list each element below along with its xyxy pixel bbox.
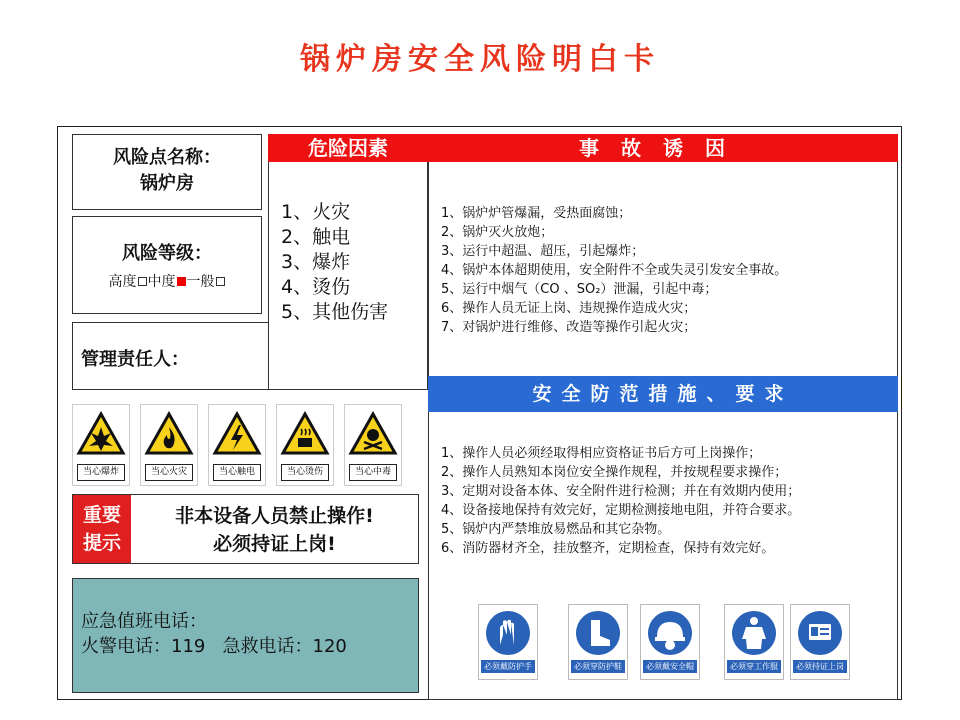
sign-caption: 当心中毒 bbox=[349, 464, 397, 481]
poison-warning-icon bbox=[348, 411, 398, 457]
ambulance-phone: 急救电话：120 bbox=[222, 636, 347, 657]
mandatory-caption: 必须戴安全帽 bbox=[643, 660, 697, 673]
sign-fire bbox=[140, 404, 198, 486]
mandatory-certificate bbox=[790, 604, 850, 680]
emergency-numbers bbox=[81, 634, 418, 659]
mandatory-caption: 必须持证上岗 bbox=[793, 660, 847, 673]
hazard-list bbox=[269, 162, 427, 325]
measure-item: 1、操作人员必须经取得相应资格证书后方可上岗操作； bbox=[441, 446, 762, 461]
risk-level-normal: 一般 bbox=[186, 274, 215, 290]
measure-item: 3、定期对设备本体、安全附件进行检测；并在有效期内使用； bbox=[441, 484, 801, 499]
hazard-item: 3、爆炸 bbox=[281, 251, 351, 273]
risk-point-label: 风险点名称： bbox=[113, 147, 221, 168]
warning-signs-row bbox=[72, 404, 402, 488]
mandatory-gloves bbox=[478, 604, 538, 684]
hazard-item: 5、其他伤害 bbox=[281, 301, 389, 323]
sign-caption: 当心触电 bbox=[213, 464, 261, 481]
certificate-mandatory-icon bbox=[796, 609, 844, 657]
mandatory-caption: 必须穿防护鞋 bbox=[571, 660, 625, 673]
emergency-label: 应急值班电话： bbox=[81, 611, 207, 632]
risk-level-options bbox=[73, 271, 261, 291]
measure-item: 5、锅炉内严禁堆放易燃品和其它杂物。 bbox=[441, 522, 671, 537]
hazard-list-box bbox=[268, 162, 428, 390]
cause-list bbox=[429, 162, 897, 337]
notice-tag-line1: 重要 bbox=[82, 504, 121, 526]
workwear-mandatory-icon bbox=[730, 609, 778, 657]
boots-mandatory-icon bbox=[574, 609, 622, 657]
measure-item: 4、设备接地保持有效完好，定期检测接地电阻，并符合要求。 bbox=[441, 503, 801, 518]
risk-level-mid: 中度 bbox=[147, 274, 176, 290]
fire-warning-icon bbox=[144, 411, 194, 457]
cause-list-box bbox=[428, 162, 898, 376]
cause-item: 2、锅炉灭火放炮； bbox=[441, 225, 554, 240]
measures-header: 安全防范措施、要求 bbox=[428, 376, 898, 412]
mandatory-workwear bbox=[724, 604, 784, 680]
mandatory-signs-row bbox=[478, 604, 858, 682]
checkbox-normal bbox=[216, 277, 225, 286]
emergency-phone-box bbox=[72, 578, 419, 693]
electric-shock-warning-icon bbox=[212, 411, 262, 457]
mandatory-caption: 必须戴防护手套 bbox=[481, 660, 535, 673]
mandatory-boots bbox=[568, 604, 628, 680]
notice-line1: 非本设备人员禁止操作! bbox=[175, 505, 374, 527]
cause-item: 5、运行中烟气（CO 、SO₂）泄漏，引起中毒； bbox=[441, 282, 718, 297]
explosion-warning-icon bbox=[76, 411, 126, 457]
checkbox-mid-selected bbox=[177, 277, 186, 286]
cause-item: 1、锅炉炉管爆漏，受热面腐蚀； bbox=[441, 206, 632, 221]
scald-warning-icon bbox=[280, 411, 330, 457]
risk-level-label: 风险等级： bbox=[122, 243, 212, 264]
measures-list bbox=[429, 412, 897, 558]
sign-electric bbox=[208, 404, 266, 486]
manager-box bbox=[72, 322, 270, 390]
important-notice bbox=[72, 494, 419, 564]
risk-level-high: 高度 bbox=[108, 274, 137, 290]
sign-caption: 当心烫伤 bbox=[281, 464, 329, 481]
risk-level-box bbox=[72, 216, 262, 314]
sign-poison bbox=[344, 404, 402, 486]
sign-caption: 当心火灾 bbox=[145, 464, 193, 481]
gloves-mandatory-icon bbox=[484, 609, 532, 657]
hazard-item: 4、烫伤 bbox=[281, 276, 351, 298]
helmet-mandatory-icon bbox=[646, 609, 694, 657]
notice-message bbox=[131, 495, 418, 563]
cause-item: 4、锅炉本体超期使用，安全附件不全或失灵引发安全事故。 bbox=[441, 263, 788, 278]
measure-item: 6、消防器材齐全，挂放整齐，定期检查，保持有效完好。 bbox=[441, 541, 775, 556]
measure-item: 2、操作人员熟知本岗位安全操作规程，并按规程要求操作； bbox=[441, 465, 788, 480]
sign-scald bbox=[276, 404, 334, 486]
notice-tag-line2: 提示 bbox=[82, 532, 121, 554]
hazard-item: 2、触电 bbox=[281, 226, 351, 248]
hazard-item: 1、火灾 bbox=[281, 201, 351, 223]
mandatory-caption: 必须穿工作服 bbox=[727, 660, 781, 673]
manager-label: 管理责任人： bbox=[81, 349, 189, 370]
mandatory-helmet bbox=[640, 604, 700, 680]
notice-tag bbox=[73, 495, 131, 563]
page-title: 锅炉房安全风险明白卡 bbox=[300, 42, 660, 77]
cause-item: 6、操作人员无证上岗、违规操作造成火灾； bbox=[441, 301, 697, 316]
cause-item: 7、对锅炉进行维修、改造等操作引起火灾； bbox=[441, 320, 697, 335]
notice-line2: 必须持证上岗! bbox=[213, 533, 336, 555]
sign-explosion bbox=[72, 404, 130, 486]
sign-caption: 当心爆炸 bbox=[77, 464, 125, 481]
cause-header: 事故诱因 bbox=[428, 134, 898, 162]
risk-point-value: 锅炉房 bbox=[140, 173, 194, 194]
checkbox-high bbox=[138, 277, 147, 286]
hazard-header: 危险因素 bbox=[268, 134, 428, 162]
fire-phone: 火警电话：119 bbox=[81, 636, 206, 657]
risk-point-box bbox=[72, 134, 262, 210]
cause-item: 3、运行中超温、超压，引起爆炸； bbox=[441, 244, 645, 259]
